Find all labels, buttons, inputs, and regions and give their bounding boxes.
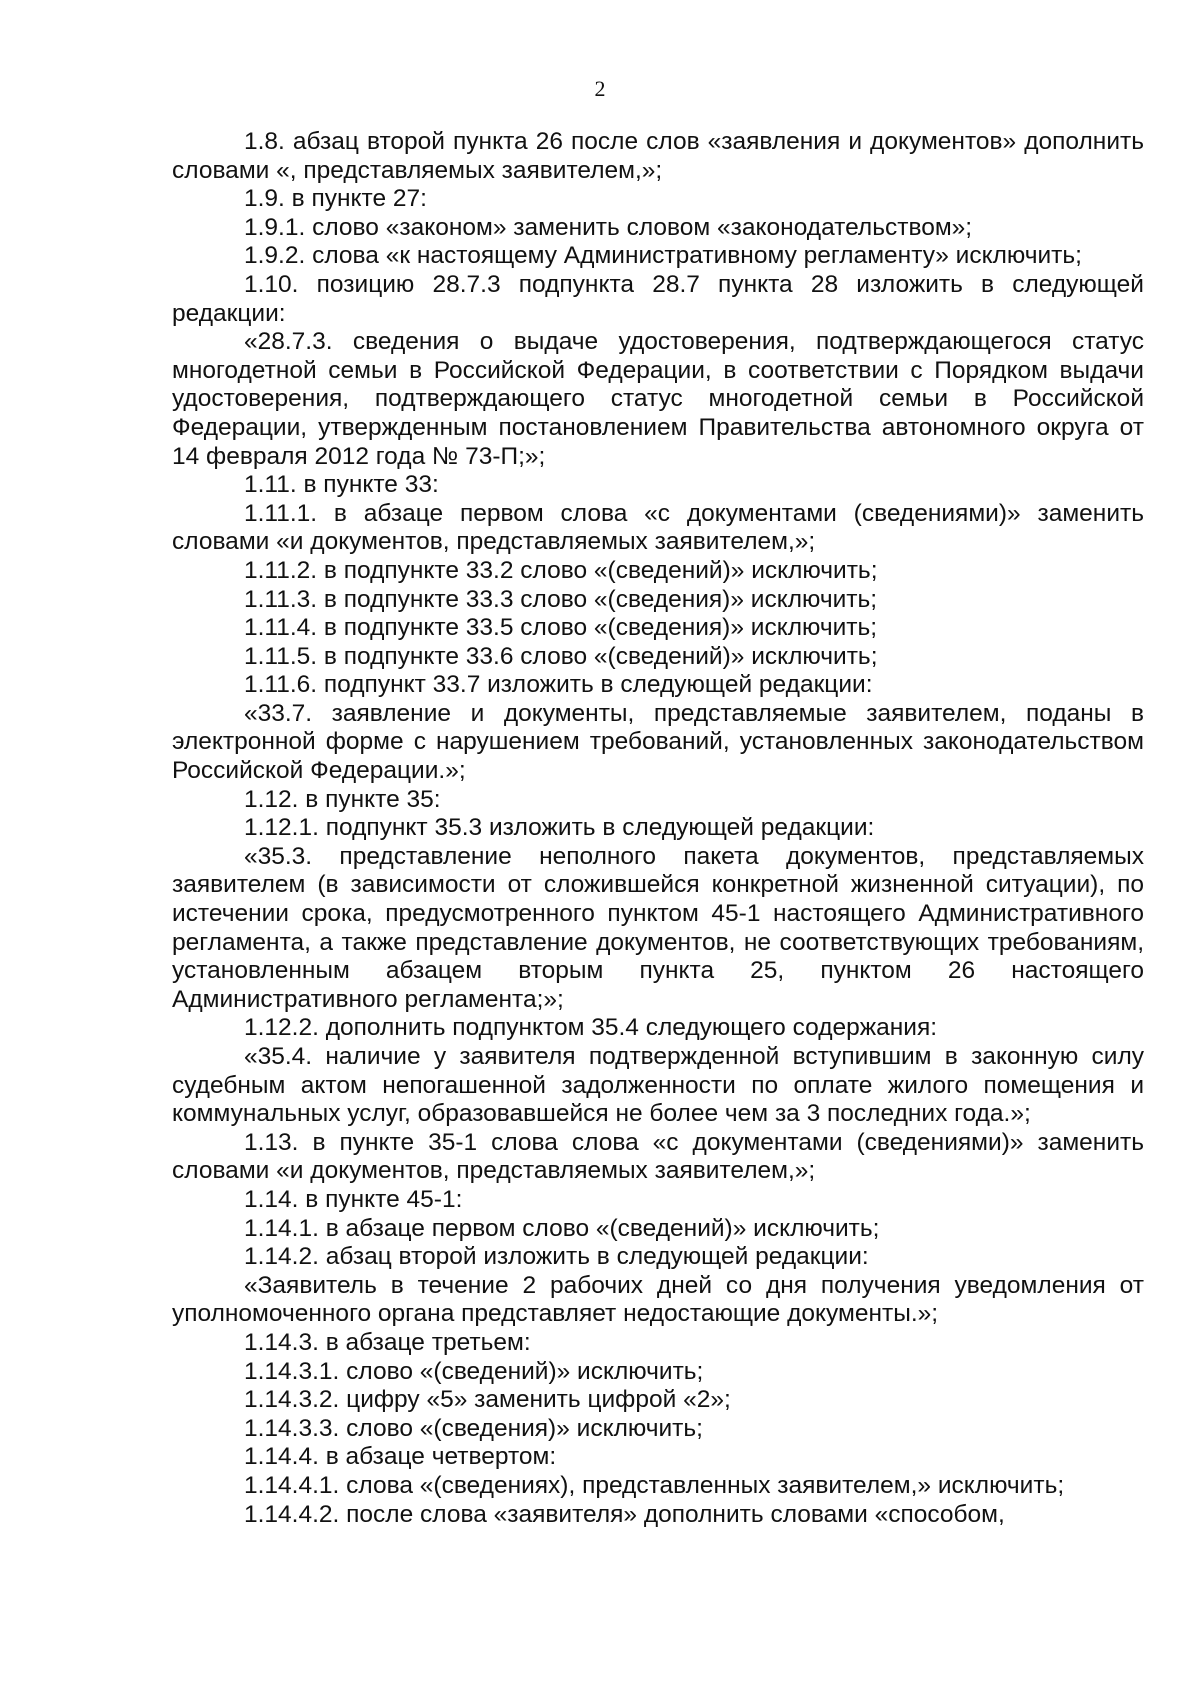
paragraph: «Заявитель в течение 2 рабочих дней со дня получения уведомления от уполномоченного органа представляет недостающие документы.»; (172, 1271, 1144, 1328)
paragraph: 1.14.3.3. слово «(сведения)» исключить; (244, 1414, 703, 1442)
paragraph: 1.12. в пункте 35: (244, 785, 441, 813)
paragraph: 1.9.1. слово «законом» заменить словом «законодательством»; (244, 213, 973, 241)
paragraph: 1.14. в пункте 45-1: (244, 1185, 463, 1213)
paragraph: 1.9. в пункте 27: (244, 185, 427, 213)
paragraph: «35.3. представление неполного пакета документов, представляемых заявителем (в зависимости от сложившейся конкретной жизненной ситуации), по истечении срока, предусмотренного пунктом 45-1 настоящего Административного регламента, а также представление документов, не соответствующих требованиям, установленным абзацем вторым пункта 25, пунктом 26 настоящего Административного регламента;»; (172, 842, 1144, 1013)
paragraph: 1.14.1. в абзаце первом слово «(сведений)» исключить; (244, 1214, 880, 1242)
paragraph: 1.14.2. абзац второй изложить в следующей редакции: (244, 1243, 869, 1271)
paragraph: 1.14.4. в абзаце четвертом: (244, 1443, 557, 1471)
paragraph: 1.8. абзац второй пункта 26 после слов «заявления и документов» дополнить словами «, представляемых заявителем,»; (172, 128, 1144, 184)
paragraph: 1.11.6. подпункт 33.7 изложить в следующей редакции: (244, 671, 873, 699)
paragraph: 1.10. позицию 28.7.3 подпункта 28.7 пункта 28 изложить в следующей редакции: (172, 270, 1144, 327)
paragraph: 1.11.5. в подпункте 33.6 слово «(сведений)» исключить; (244, 642, 878, 670)
paragraph: 1.14.4.1. слова «(сведениях), представленных заявителем,» исключить; (244, 1471, 1065, 1499)
paragraph: 1.11.1. в абзаце первом слова «с документами (сведениями)» заменить словами «и документов, представляемых заявителем,»; (172, 499, 1144, 556)
document-body (172, 128, 1144, 1529)
paragraph: 1.12.2. дополнить подпунктом 35.4 следующего содержания: (244, 1014, 938, 1042)
paragraph: 1.14.4.2. после слова «заявителя» дополнить словами «способом, (244, 1500, 1005, 1528)
paragraph: 1.13. в пункте 35-1 слова слова «с документами (сведениями)» заменить словами «и документов, представляемых заявителем,»; (172, 1128, 1144, 1185)
paragraph: 1.14.3. в абзаце третьем: (244, 1328, 531, 1356)
paragraph: 1.14.3.2. цифру «5» заменить цифрой «2»; (244, 1386, 731, 1414)
paragraph: 1.11.3. в подпункте 33.3 слово «(сведения)» исключить; (244, 585, 878, 613)
paragraph: 1.11.4. в подпункте 33.5 слово «(сведения)» исключить; (244, 614, 878, 642)
paragraph: «35.4. наличие у заявителя подтвержденной вступившим в законную силу судебным актом непогашенной задолженности по оплате жилого помещения и коммунальных услуг, образовавшейся не более чем за 3 последних года.»; (172, 1043, 1144, 1128)
paragraph: 1.9.2. слова «к настоящему Административному регламенту» исключить; (244, 242, 1082, 270)
paragraph: «28.7.3. сведения о выдаче удостоверения, подтверждающегося статус многодетной семьи в Российской Федерации, в соответствии с Порядком выдачи удостоверения, подтверждающего статус многодетной семьи в Российской Федерации, утвержденным постановлением Правительства автономного округа от 14 февраля 2012 года № 73-П;»; (172, 328, 1144, 470)
paragraph: 1.11. в пункте 33: (244, 471, 439, 499)
paragraph: 1.14.3.1. слово «(сведений)» исключить; (244, 1357, 704, 1385)
paragraph: «33.7. заявление и документы, представляемые заявителем, поданы в электронной форме с нарушением требований, установленных законодательством Российской Федерации.»; (172, 699, 1144, 785)
paragraph: 1.11.2. в подпункте 33.2 слово «(сведений)» исключить; (244, 556, 878, 584)
paragraph: 1.12.1. подпункт 35.3 изложить в следующей редакции: (244, 814, 875, 842)
page-number: 2 (594, 76, 606, 101)
